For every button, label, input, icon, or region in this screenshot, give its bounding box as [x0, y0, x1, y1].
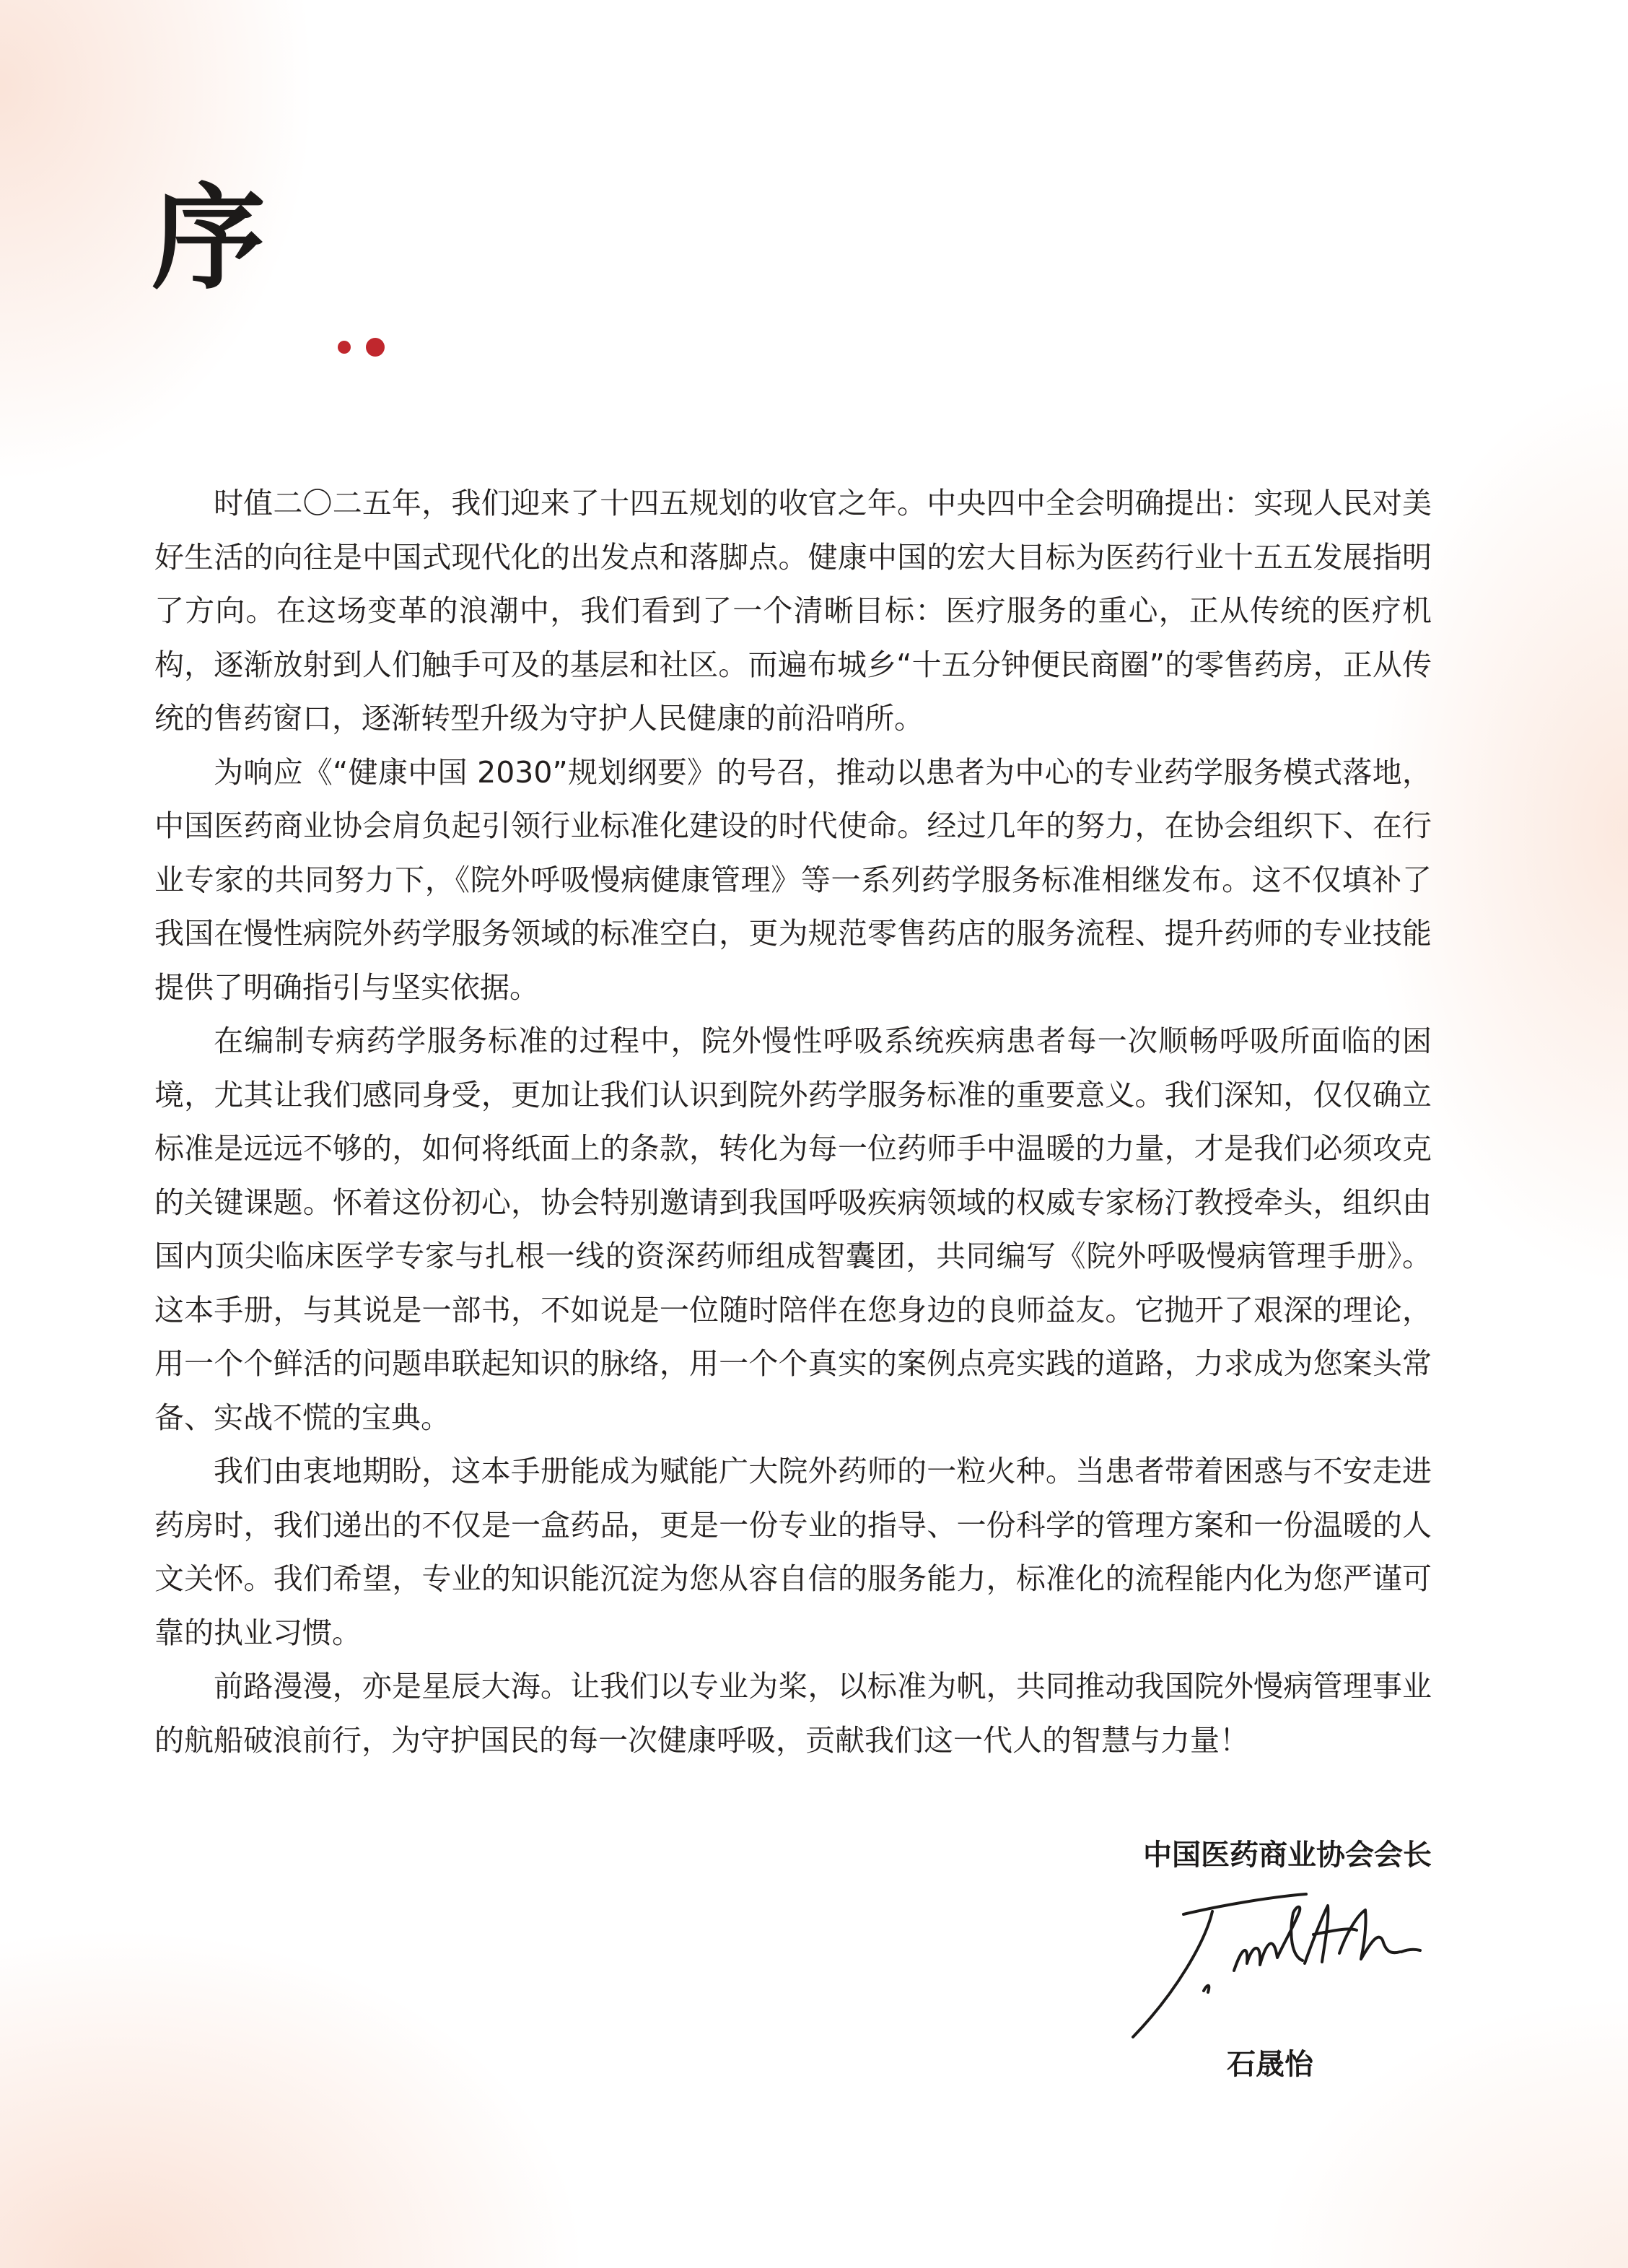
signature-organization: 中国医药商业协会会长 — [1143, 1839, 1432, 1872]
preface-body — [154, 476, 1432, 1767]
divider-dot-large — [366, 338, 385, 357]
handwritten-signature — [1126, 1884, 1436, 2043]
paragraph: 在编制专病药学服务标准的过程中，院外慢性呼吸系统疾病患者每一次顺畅呼吸所面临的困境，尤其让我们感同身受，更加让我们认识到院外药学服务标准的重要意义。我们深知，仅仅确立标准是远远不够的，如何将纸面上的条款，转化为每一位药师手中温暖的力量，才是我们必须攻克的关键课题。怀着这份初心，协会特别邀请到我国呼吸疾病领域的权威专家杨汀教授牵头，组织由国内顶尖临床医学专家与扎根一线的资深药师组成智囊团，共同编写《院外呼吸慢病管理手册》。这本手册，与其说是一部书，不如说是一位随时陪伴在您身边的良师益友。它抛开了艰深的理论，用一个个鲜活的问题串联起知识的脉络，用一个个真实的案例点亮实践的道路，力求成为您案头常备、实战不慌的宝典。 — [154, 1024, 1432, 1435]
title-divider — [155, 336, 1432, 358]
paragraph: 我们由衷地期盼，这本手册能成为赋能广大院外药师的一粒火种。当患者带着困惑与不安走进药房时，我们递出的不仅是一盒药品，更是一份专业的指导、一份科学的管理方案和一份温暖的人文关怀。我们希望，专业的知识能沉淀为您从容自信的服务能力，标准化的流程能内化为您严谨可靠的执业习惯。 — [154, 1454, 1432, 1650]
page-title: 序 — [152, 173, 266, 305]
paragraph: 时值二〇二五年，我们迎来了十四五规划的收官之年。中央四中全会明确提出：实现人民对美好生活的向往是中国式现代化的出发点和落脚点。健康中国的宏大目标为医药行业十五五发展指明了方向。在这场变革的浪潮中，我们看到了一个清晰目标：医疗服务的重心，正从传统的医疗机构，逐渐放射到人们触手可及的基层和社区。而遍布城乡“十五分钟便民商圈”的零售药房，正从传统的售药窗口，逐渐转型升级为守护人民健康的前沿哨所。 — [154, 486, 1432, 736]
signature-name: 石晟怡 — [1227, 2048, 1313, 2081]
paragraph: 前路漫漫，亦是星辰大海。让我们以专业为桨，以标准为帆，共同推动我国院外慢病管理事业的航船破浪前行，为守护国民的每一次健康呼吸，贡献我们这一代人的智慧与力量！ — [154, 1669, 1432, 1758]
paragraph: 为响应《“健康中国 2030”规划纲要》的号召，推动以患者为中心的专业药学服务模式落地，中国医药商业协会肩负起引领行业标准化建设的时代使命。经过几年的努力，在协会组织下、在行业专家的共同努力下，《院外呼吸慢病健康管理》等一系列药学服务标准相继发布。这不仅填补了我国在慢性病院外药学服务领域的标准空白，更为规范零售药店的服务流程、提升药师的专业技能提供了明确指引与坚实依据。 — [154, 754, 1432, 1005]
divider-dot-small — [338, 341, 351, 354]
